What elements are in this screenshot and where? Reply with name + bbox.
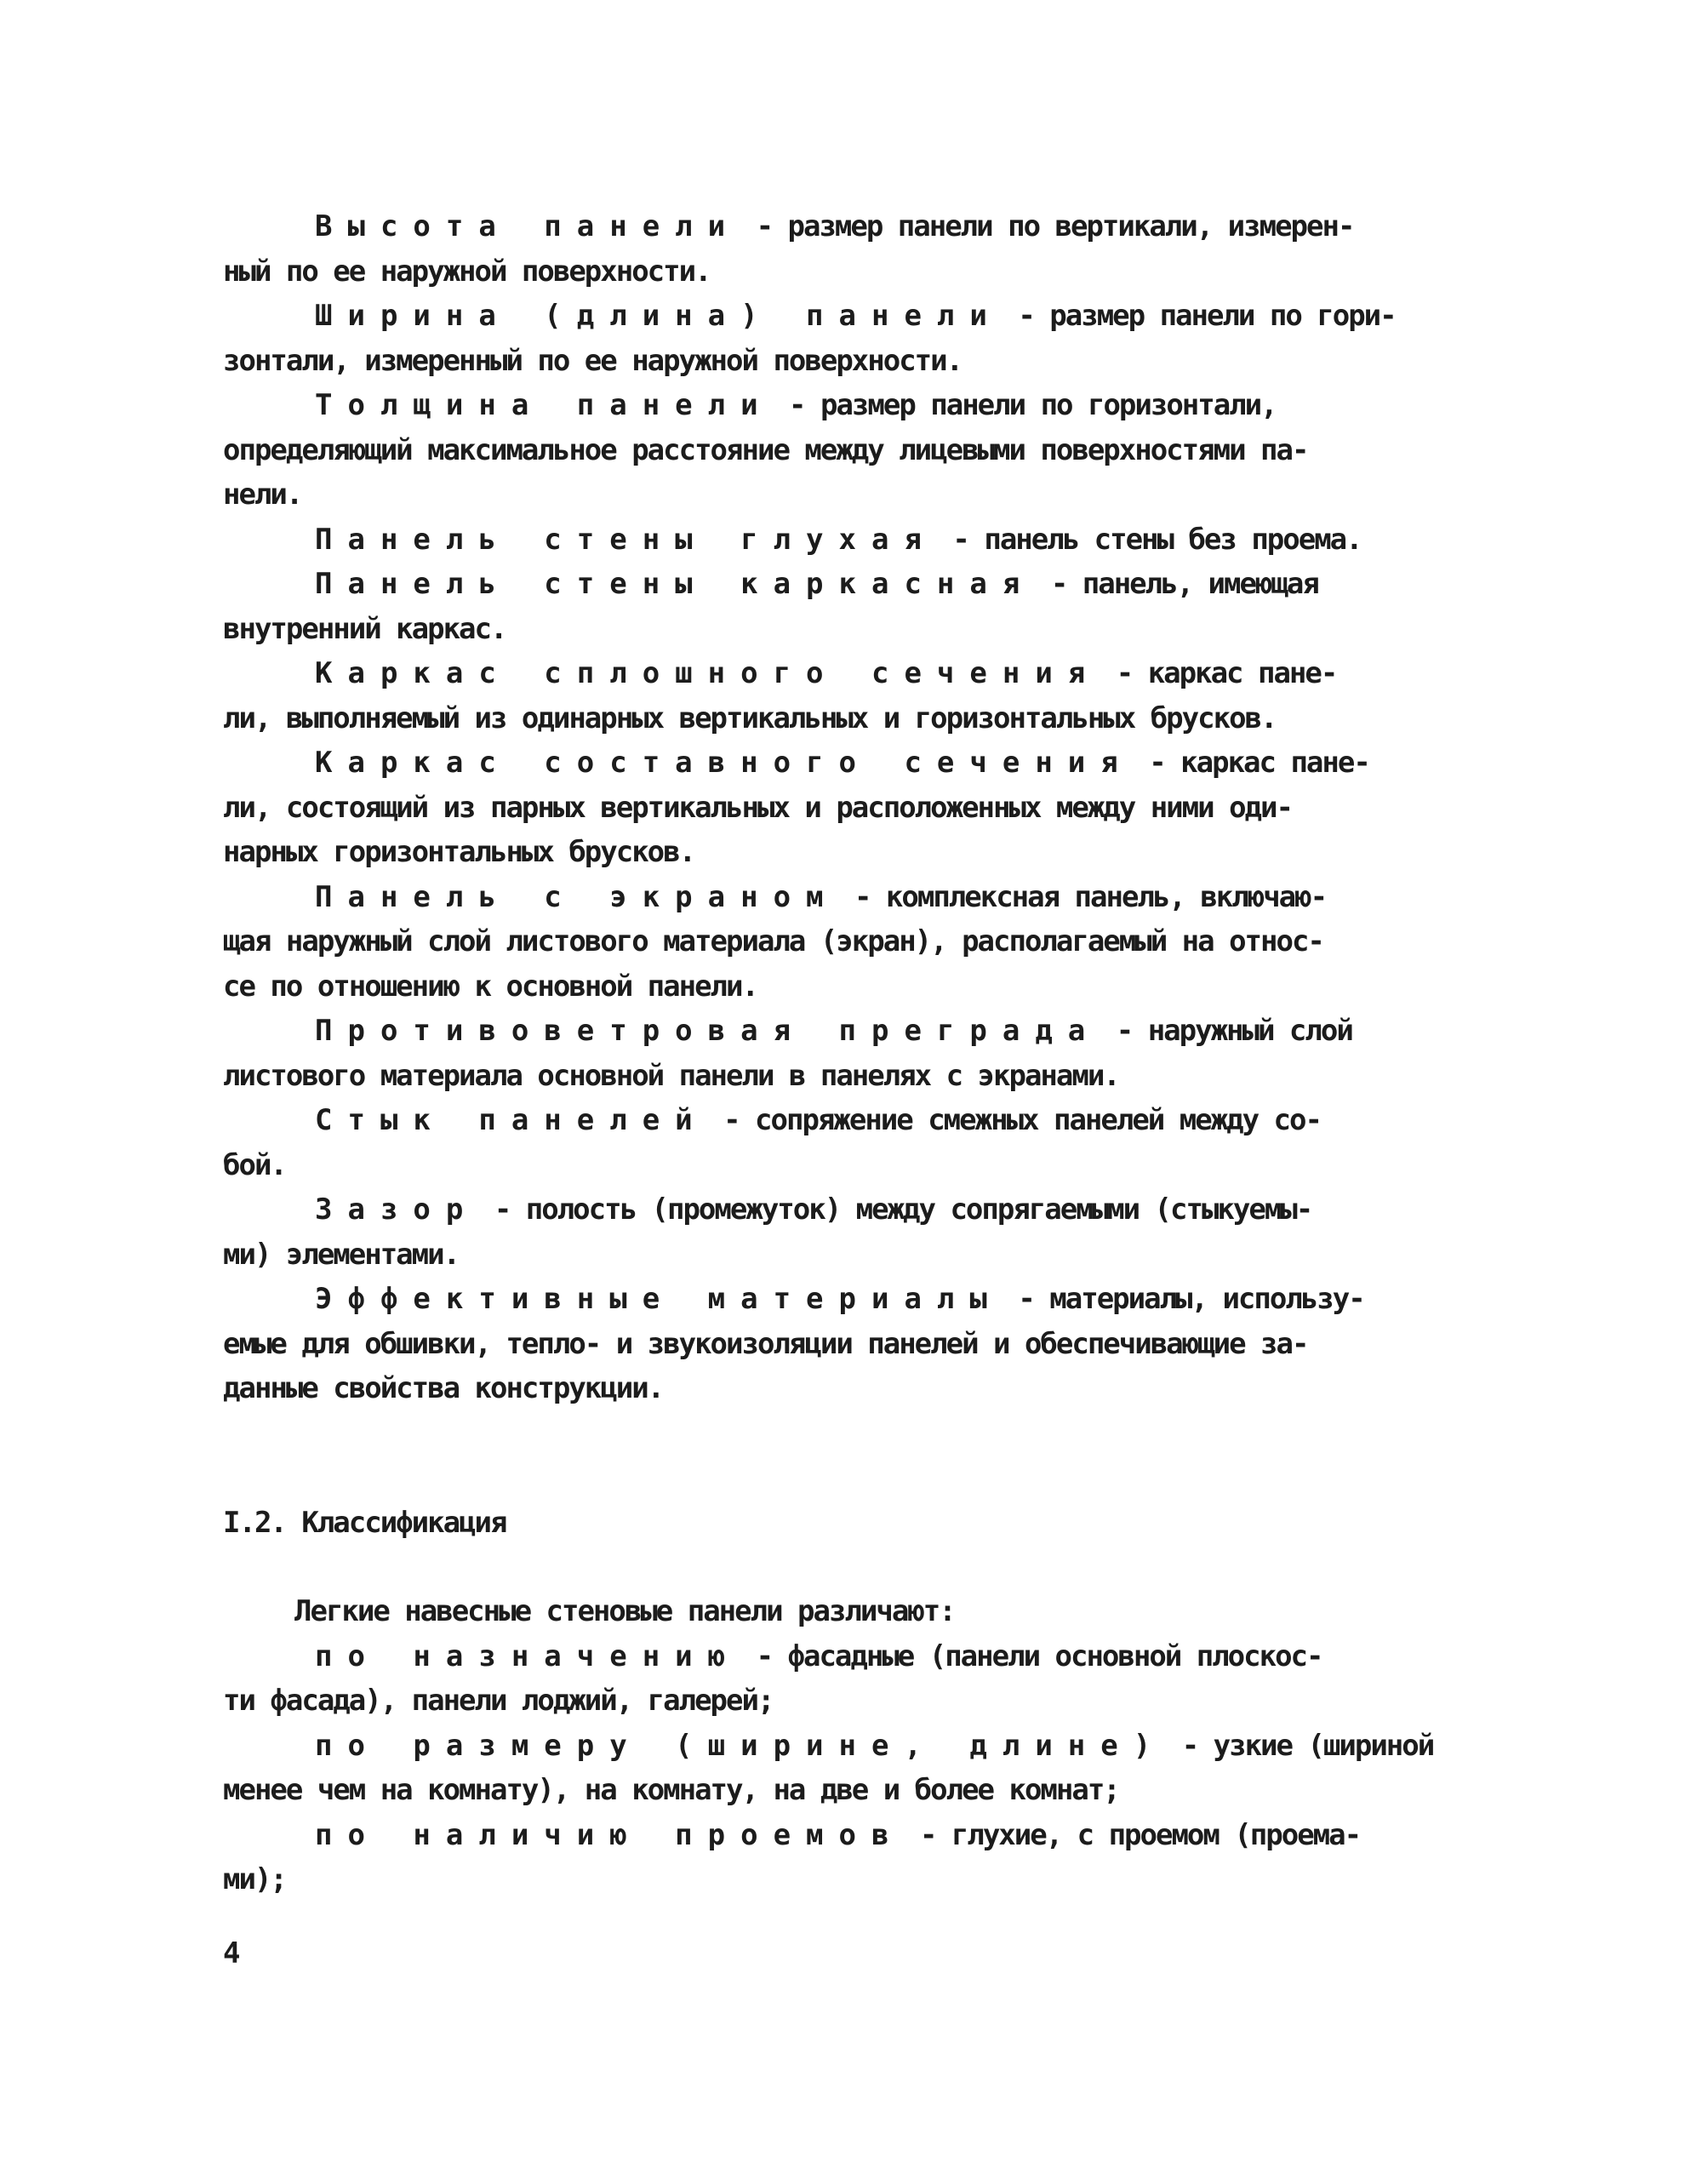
term-definition: - панель, имеющая — [1035, 567, 1318, 601]
continuation-line: ти фасада), панели лоджий, галерей; — [223, 1684, 774, 1718]
section-heading: I.2. Классификация — [223, 1505, 506, 1540]
document-page — [223, 204, 1499, 1902]
continuation-line: нели. — [223, 478, 302, 512]
entry-first-line — [223, 1724, 1499, 1769]
spaced-term: Толщина панели — [315, 388, 774, 422]
continuation-line: внутренний каркас. — [223, 611, 506, 646]
entry-first-line — [223, 651, 1499, 696]
spaced-term: Каркас составного сечения — [315, 746, 1134, 780]
continuation-line: нарных горизонтальных брусков. — [223, 835, 695, 869]
spaced-term: Стык панелей — [315, 1103, 708, 1137]
spaced-term: Каркас сплошного сечения — [315, 656, 1101, 690]
continuation-line: ный по ее наружной поверхности. — [223, 254, 711, 289]
term-definition: - узкие (шириной — [1166, 1728, 1434, 1763]
term-definition: - панель стены без проема. — [936, 522, 1362, 557]
continuation-line: менее чем на комнату), на комнату, на две и более комнат; — [223, 1773, 1119, 1807]
term-definition: - полость (промежуток) между сопрягаемыми (стыкуемы- — [478, 1193, 1312, 1227]
definitions-list — [223, 204, 1499, 1411]
section-intro: Легкие навесные стеновые панели различают: — [294, 1594, 955, 1628]
entry-first-line — [223, 1813, 1499, 1858]
term-definition: - наружный слой — [1100, 1014, 1352, 1048]
spaced-term: Панель с экраном — [315, 879, 839, 914]
continuation-line: ли, состоящий из парных вертикальных и расположенных между ними оди- — [223, 790, 1292, 825]
section-gap — [223, 1411, 1499, 1501]
spaced-term: Высота панели — [315, 209, 741, 243]
term-definition: - комплексная панель, включаю- — [838, 879, 1327, 914]
spaced-term: Панель стены каркасная — [315, 567, 1036, 601]
term-definition: - сопряжение смежных панелей между со- — [707, 1103, 1321, 1137]
term-definition: - каркас пане- — [1100, 656, 1337, 690]
entry-first-line — [223, 1009, 1499, 1054]
continuation-line: зонтали, измеренный по ее наружной поверхности. — [223, 343, 963, 378]
term-definition: - материалы, использу- — [1002, 1282, 1364, 1316]
spaced-term: Противоветровая преграда — [315, 1014, 1101, 1048]
classification-list — [223, 1634, 1499, 1902]
continuation-line: определяющий максимальное расстояние между лицевыми поверхностями па- — [223, 432, 1308, 467]
entry-first-line — [223, 204, 1499, 249]
continuation-line: листового материала основной панели в панелях с экранами. — [223, 1058, 1119, 1093]
continuation-line: щая наружный слой листового материала (экран), располагаемый на относ- — [223, 924, 1323, 958]
continuation-line: данные свойства конструкции. — [223, 1371, 664, 1405]
entry-first-line — [223, 875, 1499, 920]
spaced-term: Эффективные материалы — [315, 1282, 1003, 1316]
entry-first-line — [223, 1187, 1499, 1233]
entry-first-line — [223, 1634, 1499, 1679]
term-definition: - размер панели по вертикали, измерен- — [740, 209, 1354, 243]
spaced-term: Зазор — [315, 1193, 479, 1227]
entry-first-line — [223, 518, 1499, 563]
entry-first-line — [223, 741, 1499, 786]
spaced-term: по назначению — [315, 1639, 741, 1673]
page-number: 4 — [223, 1936, 241, 1970]
continuation-line: емые для обшивки, тепло- и звукоизоляции панелей и обеспечивающие за- — [223, 1326, 1308, 1361]
entry-first-line — [223, 294, 1499, 339]
continuation-line: ми) элементами. — [223, 1237, 460, 1272]
spaced-term: Ширина (длина) панели — [315, 299, 1003, 333]
entry-first-line — [223, 562, 1499, 607]
heading-gap — [223, 1545, 1499, 1589]
term-definition: - фасадные (панели основной плоскос- — [740, 1639, 1322, 1673]
spaced-term: Панель стены глухая — [315, 522, 937, 557]
term-definition: - каркас пане- — [1133, 746, 1369, 780]
entry-first-line — [223, 383, 1499, 428]
term-definition: - размер панели по горизонтали, — [773, 388, 1277, 422]
continuation-line: бой. — [223, 1147, 286, 1182]
entry-first-line — [223, 1277, 1499, 1322]
continuation-line: се по отношению к основной панели. — [223, 969, 757, 1004]
spaced-term: по размеру (ширине, длине) — [315, 1728, 1167, 1763]
spaced-term: по наличию проемов — [315, 1817, 905, 1852]
continuation-line: ли, выполняемый из одинарных вертикальных и горизонтальных брусков. — [223, 701, 1277, 735]
entry-first-line — [223, 1098, 1499, 1143]
term-definition: - глухие, с проемом (проема- — [904, 1817, 1361, 1852]
term-definition: - размер панели по гори- — [1002, 299, 1396, 333]
continuation-line: ми); — [223, 1862, 286, 1896]
